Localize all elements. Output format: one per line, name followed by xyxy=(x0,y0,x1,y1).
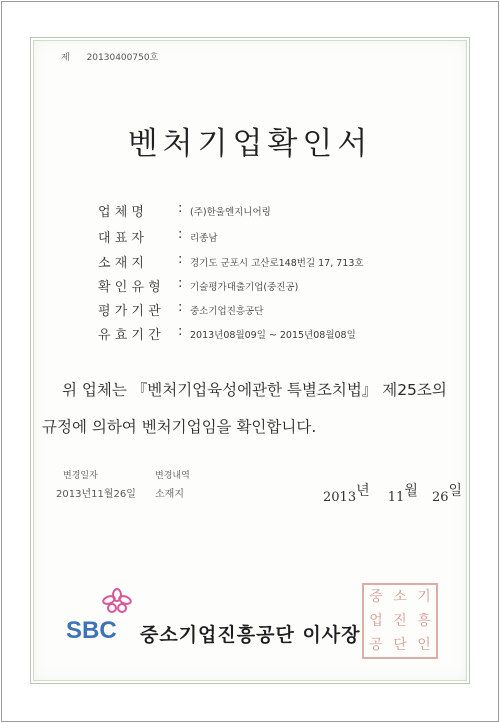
seal-char: 흥 xyxy=(417,613,431,629)
field-value-validity: 2013년08월09일 ~ 2015년08월08일 xyxy=(190,330,356,341)
field-label-address: 소 재 지 xyxy=(98,256,144,271)
field-colon: : xyxy=(178,300,183,315)
sbc-flower-logo-icon xyxy=(100,588,134,614)
change-content: 소재지 xyxy=(155,489,184,500)
official-seal xyxy=(362,583,438,659)
seal-char: 중 xyxy=(369,589,383,605)
body-line-1: 위 업체는 『벤처기업육성에관한 특별조치법』 제25조의 xyxy=(62,381,447,399)
field-colon: : xyxy=(178,276,183,291)
change-date-header: 변경일자 xyxy=(63,471,98,481)
field-colon: : xyxy=(178,252,183,267)
seal-char: 기 xyxy=(417,589,431,605)
issue-year-unit: 년 xyxy=(356,483,370,499)
field-colon: : xyxy=(178,227,183,242)
field-colon: : xyxy=(178,324,183,339)
issuer-name: 중소기업진흥공단 이사장 xyxy=(140,624,361,646)
field-value-agency: 중소기업진흥공단 xyxy=(190,306,264,317)
seal-char: 업 xyxy=(369,613,383,629)
field-value-address: 경기도 군포시 고산로148번길 17, 713호 xyxy=(190,258,364,269)
seal-char: 공 xyxy=(369,637,383,653)
issue-month: 11 xyxy=(387,490,405,505)
field-value-ceo: 리종남 xyxy=(190,233,218,244)
issue-year: 2013 xyxy=(323,490,357,505)
cert-number xyxy=(61,50,158,63)
issue-day: 26 xyxy=(431,490,449,505)
cert-number-suffix: 호 xyxy=(149,53,159,63)
field-value-company: (주)한울엔지니어링 xyxy=(190,207,271,218)
cert-number-prefix: 제 xyxy=(61,53,70,63)
cert-number-value: 20130400750 xyxy=(86,53,150,63)
body-line-2: 규정에 의하여 벤처기업임을 확인합니다. xyxy=(42,418,317,436)
field-label-agency: 평 가 기 관 xyxy=(98,304,161,319)
seal-char: 인 xyxy=(417,637,431,653)
field-value-type: 기술평가대출기업(중진공) xyxy=(190,282,299,293)
seal-char: 단 xyxy=(393,637,407,653)
change-date: 2013년11월26일 xyxy=(56,489,136,500)
issue-day-unit: 일 xyxy=(448,483,463,499)
page-title: 벤처기업확인서 xyxy=(127,126,373,162)
field-label-type: 확 인 유 형 xyxy=(98,280,161,295)
field-label-company: 업 체 명 xyxy=(98,205,144,220)
change-content-header: 변경내역 xyxy=(155,471,190,481)
field-label-validity: 유 효 기 간 xyxy=(98,328,161,343)
seal-char: 소 xyxy=(393,589,407,605)
field-colon: : xyxy=(178,201,183,216)
seal-char: 진 xyxy=(393,613,407,629)
issue-date xyxy=(323,483,463,506)
field-label-ceo: 대 표 자 xyxy=(98,231,144,246)
issue-month-unit: 월 xyxy=(404,483,418,499)
sbc-logo: SBC xyxy=(66,617,117,644)
